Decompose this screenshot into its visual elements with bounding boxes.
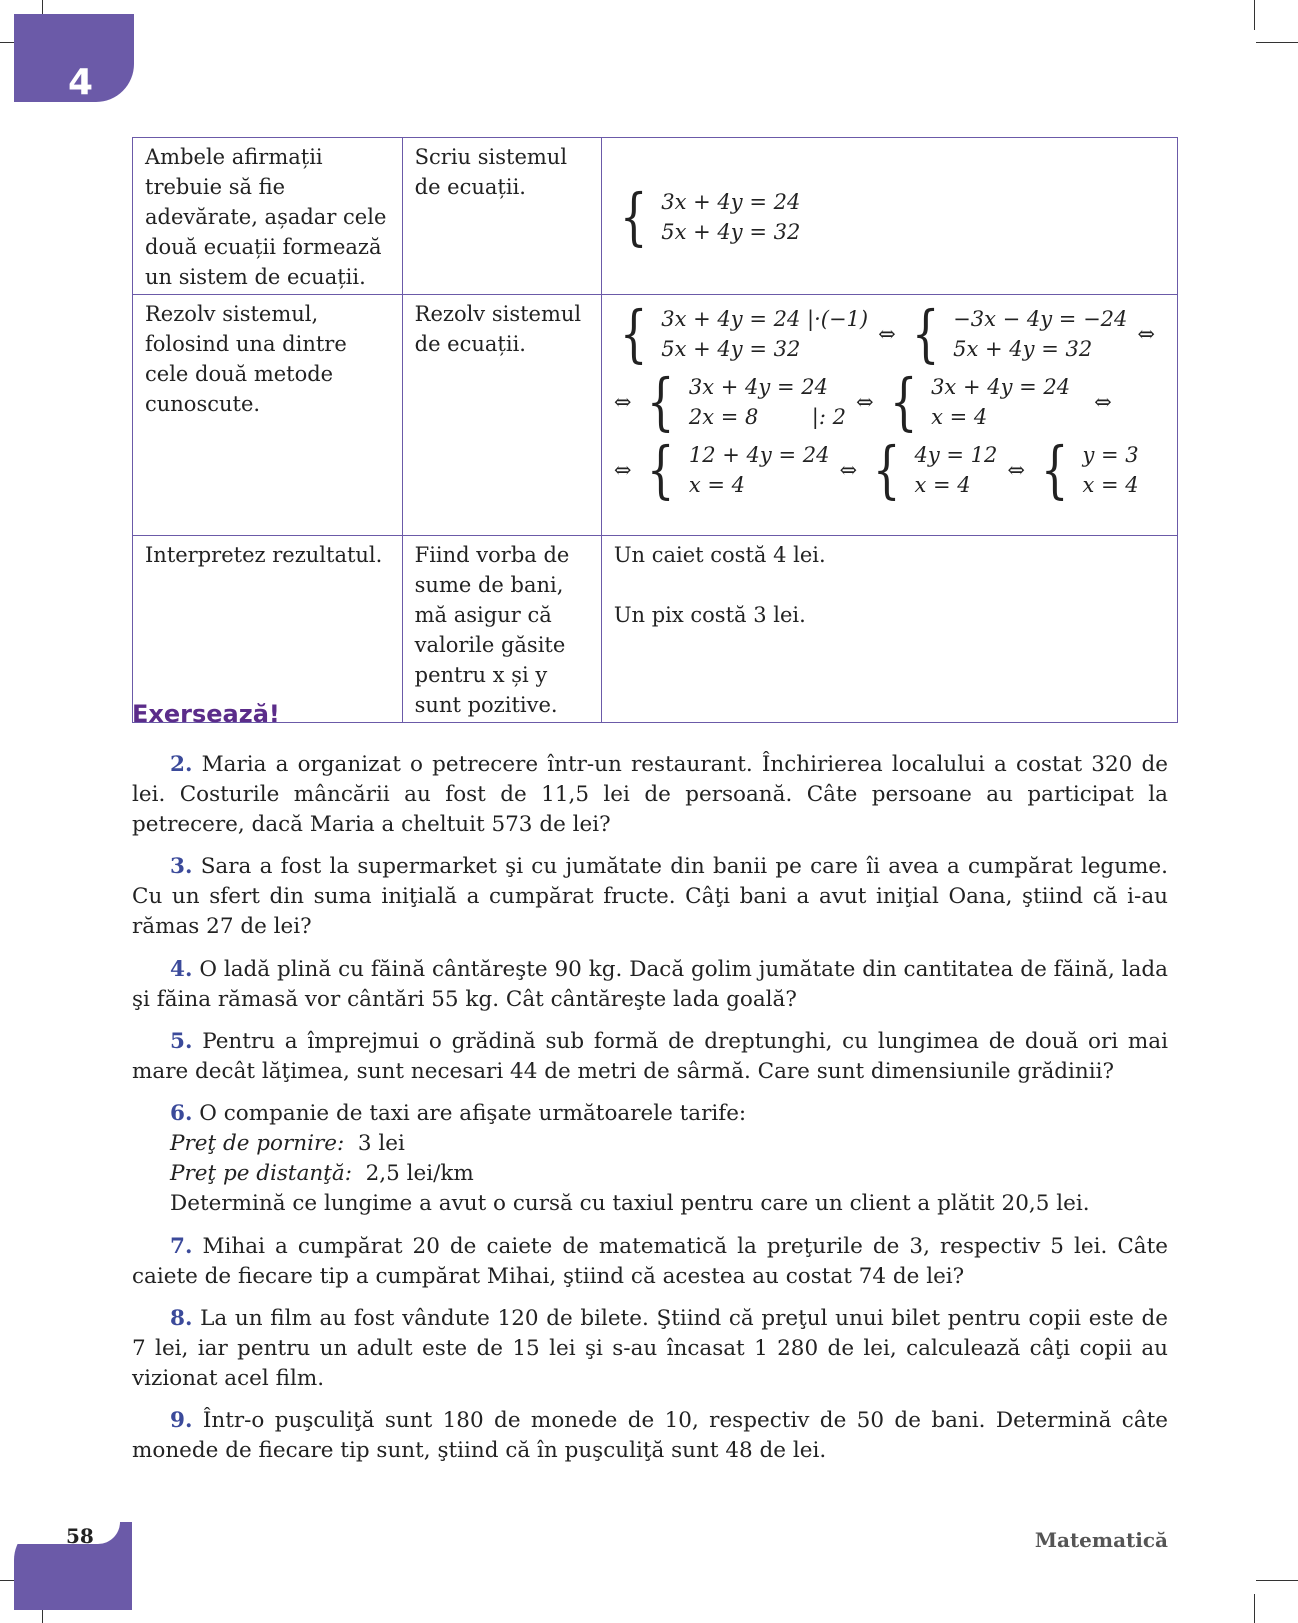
equivalence-symbol: ⇔ xyxy=(1094,390,1112,414)
exercise-number: 6. xyxy=(170,1101,193,1126)
exercise xyxy=(132,1099,1168,1219)
table-row xyxy=(133,295,1178,536)
equation: 4y = 12 xyxy=(914,443,998,467)
brace-symbol: { xyxy=(647,365,675,438)
table-cell xyxy=(601,138,1177,295)
exercise-number: 9. xyxy=(170,1408,193,1433)
chapter-number: 4 xyxy=(68,62,94,103)
crop-mark xyxy=(1256,42,1298,43)
equivalence-symbol: ⇔ xyxy=(878,322,896,346)
equation: x = 4 xyxy=(1082,473,1139,497)
solution-table xyxy=(132,137,1178,723)
equation: 3x + 4y = 24 xyxy=(931,375,1071,399)
result-line: Un pix costă 3 lei. xyxy=(613,603,806,627)
table-cell: Interpretez rezultatul. xyxy=(133,536,403,723)
brace-symbol: { xyxy=(872,433,901,506)
equation-system xyxy=(641,365,846,438)
subject-name: Matematică xyxy=(1034,1528,1168,1552)
equation: x = 4 xyxy=(931,405,988,429)
table-cell: Ambele afirmații trebuie să fie adevărate, așadar cele două ecuații formează un sistem de ecuații. xyxy=(133,138,403,295)
equation-system xyxy=(614,297,869,370)
result-line: Un caiet costă 4 lei. xyxy=(613,543,826,567)
tariff-label: Preţ pe distanţă: xyxy=(170,1161,352,1186)
exercise-number: 2. xyxy=(170,752,193,777)
crop-mark xyxy=(1254,1594,1255,1623)
exercise-text: Maria a organizat o petrecere într-un restaurant. Închirierea localului a costat 320 de lei. Costurile mâncării au fost de 11,5 lei de persoană. Câte persoane au participat la petrecere, dacă Maria a cheltuit 573 de lei? xyxy=(132,752,1168,837)
table-cell: Scriu sistemul de ecuații. xyxy=(402,138,601,295)
page-number: 58 xyxy=(66,1524,94,1548)
table-cell: Fiind vorba de sume de bani, mă asigur că valorile găsite pentru x și y sunt pozitive. xyxy=(402,536,601,723)
exercise xyxy=(132,852,1168,942)
exercise-text: O ladă plină cu făină cântăreşte 90 kg. Dacă golim jumătate din cantitatea de făină, lada şi făina rămasă vor cântări 55 kg. Cât cântăreşte lada goală? xyxy=(132,957,1168,1012)
equation-system xyxy=(641,433,830,506)
tariff-value: 2,5 lei/km xyxy=(365,1161,474,1186)
brace-symbol: { xyxy=(647,433,675,506)
equation-system xyxy=(884,365,1071,438)
exercise-text: Determină ce lungime a avut o cursă cu taxiul pentru care un client a plătit 20,5 lei. xyxy=(170,1191,1090,1216)
exercise xyxy=(132,1406,1168,1466)
exercise xyxy=(132,1027,1168,1087)
exercise-number: 8. xyxy=(170,1306,193,1331)
exercise-number: 7. xyxy=(170,1234,193,1259)
tariff-value: 3 lei xyxy=(357,1131,405,1156)
brace-symbol: { xyxy=(619,180,648,253)
table-row xyxy=(133,536,1178,723)
equation: 2x = 8 |: 2 xyxy=(688,405,846,429)
table-row xyxy=(133,138,1178,295)
brace-symbol: { xyxy=(911,297,940,370)
brace-symbol: { xyxy=(1040,433,1069,506)
brace-symbol: { xyxy=(889,365,918,438)
equation: x = 4 xyxy=(688,473,746,497)
exercise xyxy=(132,1304,1168,1394)
equation: −3x − 4y = −24 xyxy=(953,307,1128,331)
table-cell xyxy=(601,295,1177,536)
equation: x = 4 xyxy=(914,473,971,497)
equation-system xyxy=(867,433,998,506)
exercise xyxy=(132,750,1168,840)
exercise xyxy=(132,1232,1168,1292)
equation: 5x + 4y = 32 xyxy=(661,220,801,244)
equation: 5x + 4y = 32 xyxy=(661,337,801,361)
table-cell xyxy=(601,536,1177,723)
exercise-number: 3. xyxy=(170,854,193,879)
exercise-text: La un film au fost vândute 120 de bilete. Ştiind că preţul unui bilet pentru copii este de 7 lei, iar pentru un adult este de 15 lei şi s-au încasat 1 280 de lei, calculează câţi copii au vizionat acel film. xyxy=(132,1306,1168,1391)
exercise-text: Sara a fost la supermarket şi cu jumătate din banii pe care îi avea a cumpărat legume. Cu un sfert din suma iniţială a cumpărat fructe. Câţi bani a avut iniţial Oana, ştiind că i-au rămas 27 de lei? xyxy=(132,854,1168,939)
exercise-text: O companie de taxi are afişate următoarele tarife: xyxy=(199,1101,747,1126)
tariff-label: Preţ de pornire: xyxy=(170,1131,345,1156)
equation: 5x + 4y = 32 xyxy=(953,337,1093,361)
equation: y = 3 xyxy=(1082,443,1139,467)
equivalence-symbol: ⇔ xyxy=(1137,322,1155,346)
crop-mark xyxy=(1254,0,1255,30)
equivalence-symbol: ⇔ xyxy=(613,390,632,414)
equation-system xyxy=(1035,433,1139,506)
section-title: Exersează! xyxy=(132,700,280,728)
table-cell: Rezolv sistemul, folosind una dintre cele două metode cunoscute. xyxy=(133,295,403,536)
exercise xyxy=(132,955,1168,1015)
exercise-text: Mihai a cumpărat 20 de caiete de matematică la preţurile de 3, respectiv 5 lei. Câte caiete de fiecare tip a cumpărat Mihai, ştiind că acestea au costat 74 de lei? xyxy=(132,1234,1168,1289)
table-cell: Rezolv sistemul de ecuații. xyxy=(402,295,601,536)
equation: 12 + 4y = 24 xyxy=(688,443,830,467)
equation-system xyxy=(614,180,801,253)
equivalence-symbol: ⇔ xyxy=(856,390,874,414)
exercise-text: Într-o puşculiţă sunt 180 de monede de 10, respectiv de 50 de bani. Determină câte monede de fiecare tip sunt, ştiind că în puşculiţă sunt 48 de lei. xyxy=(132,1408,1168,1463)
equivalence-symbol: ⇔ xyxy=(1007,458,1026,482)
crop-mark xyxy=(1256,1580,1298,1581)
equivalence-symbol: ⇔ xyxy=(839,458,858,482)
equivalence-symbol: ⇔ xyxy=(613,458,632,482)
equation-system xyxy=(906,297,1128,370)
brace-symbol: { xyxy=(619,297,648,370)
exercise-number: 4. xyxy=(170,957,193,982)
exercise-text: Pentru a împrejmui o grădină sub formă de dreptunghi, cu lungimea de două ori mai mare decât lăţimea, sunt necesari 44 de metri de sârmă. Care sunt dimensiunile grădinii? xyxy=(132,1029,1168,1084)
exercise-number: 5. xyxy=(170,1029,193,1054)
equation: 3x + 4y = 24 xyxy=(688,375,828,399)
equation: 3x + 4y = 24 xyxy=(661,190,801,214)
equation: 3x + 4y = 24 |·(−1) xyxy=(661,307,869,331)
